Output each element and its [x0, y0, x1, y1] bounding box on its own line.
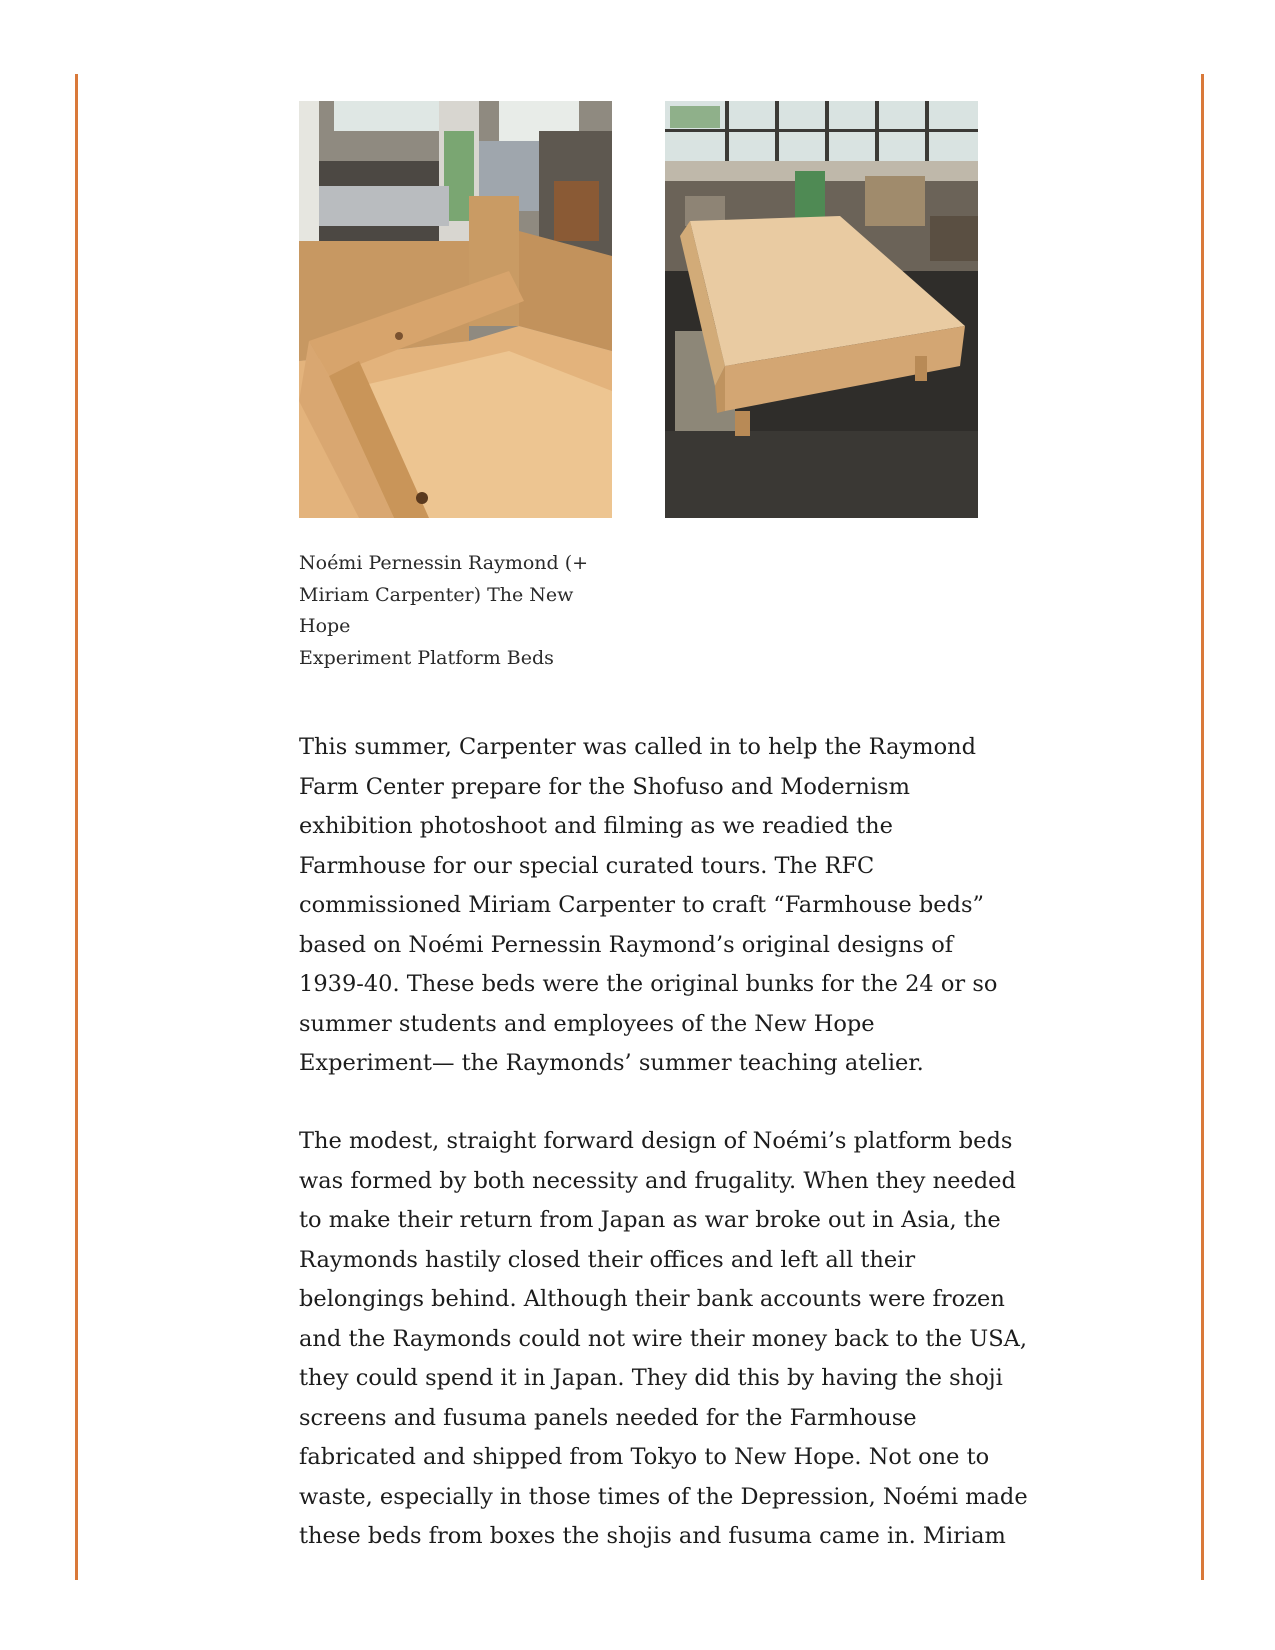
bed-frame-photo-illustration: [299, 101, 612, 518]
paragraph-line: these beds from boxes the shojis and fusuma came in. Miriam: [299, 1523, 1006, 1549]
paragraph-line: based on Noémi Pernessin Raymond’s original designs of: [299, 931, 954, 958]
paragraph-line: they could spend it in Japan. They did this by having the shoji: [299, 1365, 1003, 1391]
article-paragraph-2: [299, 1122, 1028, 1557]
left-border-rule: [75, 74, 78, 1580]
platform-bed-photo: [665, 101, 978, 518]
paragraph-line: to make their return from Japan as war broke out in Asia, the: [299, 1207, 1001, 1233]
paragraph-line: commissioned Miriam Carpenter to craft “Farmhouse beds”: [299, 892, 984, 918]
paragraph-line: The modest, straight forward design of Noémi’s platform beds: [299, 1128, 1013, 1154]
caption-line: Noémi Pernessin Raymond (+: [299, 552, 589, 574]
paragraph-line: This summer, Carpenter was called in to help the Raymond: [299, 734, 977, 760]
paragraph-line: summer students and employees of the New Hope: [299, 1010, 875, 1037]
article-paragraph-1: [299, 728, 999, 1084]
paragraph-line: Raymonds hastily closed their offices and left all their: [299, 1246, 916, 1273]
paragraph-line: waste, especially in those times of the Depression, Noémi made: [299, 1483, 1028, 1510]
caption-line: Miriam Carpenter) The New Hope: [299, 583, 574, 637]
right-border-rule: [1201, 74, 1204, 1580]
paragraph-line: 1939-40. These beds were the original bunks for the 24 or so: [299, 971, 998, 997]
paragraph-line: and the Raymonds could not wire their money back to the USA,: [299, 1325, 1028, 1352]
paragraph-line: Farmhouse for our special curated tours. The RFC: [299, 852, 875, 879]
paragraph-line: fabricated and shipped from Tokyo to New Hope. Not one to: [299, 1444, 990, 1470]
paragraph-line: exhibition photoshoot and filming as we readied the: [299, 813, 893, 839]
paragraph-line: screens and fusuma panels needed for the Farmhouse: [299, 1404, 917, 1431]
paragraph-line: belongings behind. Although their bank accounts were frozen: [299, 1286, 1005, 1312]
caption-line: Experiment Platform Beds: [299, 646, 554, 669]
platform-bed-photo-illustration: [665, 101, 978, 518]
paragraph-line: was formed by both necessity and frugality. When they needed: [299, 1167, 1016, 1194]
bed-frame-photo: [299, 101, 612, 518]
paragraph-line: Farm Center prepare for the Shofuso and Modernism: [299, 773, 910, 800]
paragraph-line: Experiment— the Raymonds’ summer teaching atelier.: [299, 1050, 924, 1076]
figure-caption: [299, 548, 619, 674]
